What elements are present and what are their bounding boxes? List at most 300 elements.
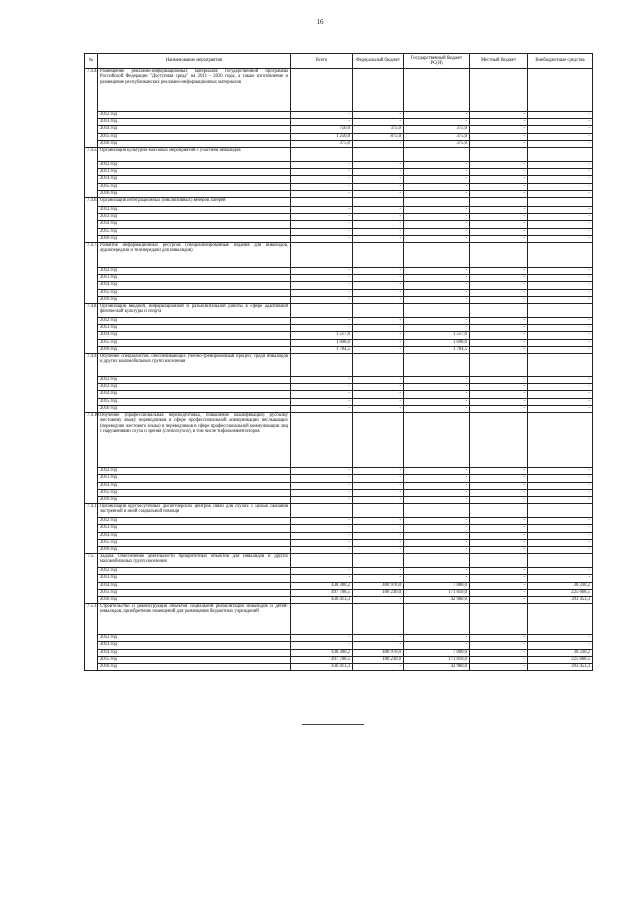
extrabudgetary-cell: -	[528, 539, 593, 546]
local-cell: -	[470, 391, 528, 398]
extrabudgetary-cell: -	[528, 221, 593, 228]
table-row	[85, 207, 593, 214]
federal-cell: -	[353, 169, 404, 176]
state-cell: -	[404, 176, 470, 183]
year-cell: 2014 год	[98, 282, 291, 289]
federal-cell: -	[353, 332, 404, 339]
year-cell: 2014 год	[98, 649, 291, 656]
year-cell: 2012 год	[98, 468, 291, 475]
empty-cell	[470, 413, 528, 468]
total-cell: 497 708,5	[291, 656, 353, 663]
state-cell: -	[404, 377, 470, 384]
empty-cell	[470, 148, 528, 162]
total-cell: -	[291, 642, 353, 649]
footer-separator-line	[302, 724, 364, 725]
local-cell: -	[470, 468, 528, 475]
table-row	[85, 582, 593, 589]
extrabudgetary-cell: -	[528, 377, 593, 384]
extrabudgetary-cell: 30 330,2	[528, 649, 593, 656]
state-cell: -	[404, 318, 470, 325]
extrabudgetary-cell: -	[528, 384, 593, 391]
state-cell: 1 517,0	[404, 332, 470, 339]
federal-cell: 375,0	[353, 126, 404, 133]
total-cell: 436 413,3	[291, 596, 353, 603]
federal-cell: 400 970,0	[353, 582, 404, 589]
local-cell: -	[470, 539, 528, 546]
table-row	[85, 532, 593, 539]
state-cell: 1 698,0	[404, 339, 470, 346]
year-cell: 2016 год	[98, 546, 291, 553]
table-row	[85, 332, 593, 339]
empty-cell	[353, 198, 404, 207]
local-cell: -	[470, 318, 528, 325]
extrabudgetary-cell: 30 330,2	[528, 582, 593, 589]
local-cell: -	[470, 140, 528, 147]
total-cell: -	[291, 546, 353, 553]
empty-cell	[291, 354, 353, 377]
total-cell: -	[291, 183, 353, 190]
local-cell: -	[470, 235, 528, 242]
table-header-row	[85, 54, 593, 69]
state-cell: -	[404, 268, 470, 275]
empty-cell	[291, 304, 353, 318]
state-cell: -	[404, 546, 470, 553]
state-cell: -	[404, 289, 470, 296]
state-cell: -	[404, 296, 470, 303]
total-cell: -	[291, 207, 353, 214]
year-cell: 2013 год	[98, 325, 291, 332]
total-cell: -	[291, 176, 353, 183]
state-cell: -	[404, 405, 470, 412]
header-event-name: Наименование мероприятия	[98, 54, 291, 69]
federal-cell: -	[353, 596, 404, 603]
table-row	[85, 268, 593, 275]
local-cell: -	[470, 525, 528, 532]
federal-cell: -	[353, 228, 404, 235]
year-cell: 2013 год	[98, 275, 291, 282]
state-cell: -	[404, 525, 470, 532]
empty-cell	[528, 148, 593, 162]
year-cell: 2016 год	[98, 496, 291, 503]
federal-cell: -	[353, 405, 404, 412]
federal-cell: -	[353, 112, 404, 119]
state-cell: -	[404, 183, 470, 190]
table-row	[85, 275, 593, 282]
empty-cell	[528, 354, 593, 377]
local-cell: -	[470, 589, 528, 596]
item-number: 7.4.11.	[85, 504, 98, 554]
table-row	[85, 339, 593, 346]
year-cell: 2014 год	[98, 582, 291, 589]
extrabudgetary-cell: -	[528, 642, 593, 649]
extrabudgetary-cell: -	[528, 568, 593, 575]
item-number: 7.4.7.	[85, 243, 98, 304]
total-cell: -	[291, 268, 353, 275]
header-state-budget: Государственный бюджет РС(Я)	[404, 54, 470, 69]
extrabudgetary-cell: -	[528, 489, 593, 496]
state-cell: -	[404, 482, 470, 489]
year-cell: 2014 год	[98, 126, 291, 133]
year-cell: 2013 год	[98, 214, 291, 221]
table-row	[85, 518, 593, 525]
total-cell: -	[291, 221, 353, 228]
extrabudgetary-cell: -	[528, 207, 593, 214]
extrabudgetary-cell: -	[528, 496, 593, 503]
state-cell: -	[404, 221, 470, 228]
federal-cell: -	[353, 268, 404, 275]
total-cell: -	[291, 282, 353, 289]
table-row	[85, 296, 593, 303]
total-cell: -	[291, 318, 353, 325]
extrabudgetary-cell: -	[528, 162, 593, 169]
total-cell: -	[291, 391, 353, 398]
table-row	[85, 391, 593, 398]
year-cell: 2013 год	[98, 525, 291, 532]
extrabudgetary-cell: -	[528, 214, 593, 221]
year-cell: 2014 год	[98, 532, 291, 539]
federal-cell: -	[353, 546, 404, 553]
empty-cell	[470, 69, 528, 112]
table-row	[85, 482, 593, 489]
federal-cell: -	[353, 162, 404, 169]
federal-cell: -	[353, 214, 404, 221]
state-cell: 171 810,0	[404, 656, 470, 663]
local-cell: -	[470, 656, 528, 663]
year-cell: 2015 год	[98, 183, 291, 190]
total-cell: -	[291, 235, 353, 242]
state-cell: -	[404, 235, 470, 242]
local-cell: -	[470, 346, 528, 353]
section-row	[85, 243, 593, 268]
table-row	[85, 183, 593, 190]
extrabudgetary-cell: -	[528, 133, 593, 140]
local-cell: -	[470, 663, 528, 670]
extrabudgetary-cell: -	[528, 325, 593, 332]
local-cell: -	[470, 221, 528, 228]
year-cell: 2012 год	[98, 318, 291, 325]
federal-cell: -	[353, 176, 404, 183]
year-cell: 2013 год	[98, 169, 291, 176]
local-cell: -	[470, 133, 528, 140]
empty-cell	[291, 554, 353, 568]
local-cell: -	[470, 176, 528, 183]
total-cell: -	[291, 325, 353, 332]
federal-cell: -	[353, 642, 404, 649]
year-cell: 2016 год	[98, 405, 291, 412]
local-cell: -	[470, 398, 528, 405]
table-row	[85, 525, 593, 532]
event-description: Обучение (профессиональная переподготовка, повышение квалификации) русскому жестовому языку переводчиков в сфере профессиональной коммуникации неслышащих (переводчик жестового языка) и переводчиков в сфере профессиональной коммуникации лиц с нарушениями слуха и зрения (слепоглухих), в том числе тифлокомментаторов	[98, 413, 291, 468]
extrabudgetary-cell: -	[528, 332, 593, 339]
header-total: Всего	[291, 54, 353, 69]
year-cell: 2016 год	[98, 190, 291, 197]
section-row	[85, 148, 593, 162]
extrabudgetary-cell: -	[528, 405, 593, 412]
state-cell: -	[404, 228, 470, 235]
total-cell: -	[291, 489, 353, 496]
state-cell: -	[404, 384, 470, 391]
empty-cell	[528, 504, 593, 518]
total-cell: -	[291, 482, 353, 489]
item-number: 7.4.5.	[85, 148, 98, 198]
extrabudgetary-cell: -	[528, 525, 593, 532]
state-cell: -	[404, 568, 470, 575]
extrabudgetary-cell: -	[528, 228, 593, 235]
total-cell: -	[291, 496, 353, 503]
event-description: Обучение специалистов, обеспечивающих учебно-тренировочный процесс среди инвалидов и других маломобильных групп населения	[98, 354, 291, 377]
table-row	[85, 221, 593, 228]
table-row	[85, 546, 593, 553]
header-extrabudgetary: Внебюджетные средства	[528, 54, 593, 69]
local-cell: -	[470, 405, 528, 412]
table-row	[85, 539, 593, 546]
empty-cell	[470, 604, 528, 635]
total-cell: -	[291, 289, 353, 296]
extrabudgetary-cell: 225 668,5	[528, 656, 593, 663]
state-cell: -	[404, 518, 470, 525]
extrabudgetary-cell: -	[528, 635, 593, 642]
extrabudgetary-cell: -	[528, 318, 593, 325]
empty-cell	[404, 413, 470, 468]
item-number: 7.4.6.	[85, 198, 98, 243]
empty-cell	[528, 554, 593, 568]
table-row	[85, 214, 593, 221]
state-cell: 7 000,0	[404, 649, 470, 656]
state-cell: -	[404, 532, 470, 539]
empty-cell	[470, 198, 528, 207]
year-cell: 2013 год	[98, 642, 291, 649]
total-cell: -	[291, 575, 353, 582]
total-cell: 1 704,5	[291, 346, 353, 353]
empty-cell	[404, 148, 470, 162]
empty-cell	[470, 304, 528, 318]
extrabudgetary-cell: -	[528, 391, 593, 398]
year-cell: 2012 год	[98, 207, 291, 214]
federal-cell: -	[353, 518, 404, 525]
table-row	[85, 656, 593, 663]
empty-cell	[291, 198, 353, 207]
table-row	[85, 289, 593, 296]
state-cell: 1 704,5	[404, 346, 470, 353]
year-cell: 2016 год	[98, 346, 291, 353]
year-cell: 2016 год	[98, 296, 291, 303]
empty-cell	[353, 604, 404, 635]
event-description: Организация культурно-массовых мероприятий с участием инвалидов	[98, 148, 291, 162]
federal-cell: -	[353, 207, 404, 214]
section-row	[85, 69, 593, 112]
year-cell: 2014 год	[98, 221, 291, 228]
state-cell: -	[404, 275, 470, 282]
extrabudgetary-cell: -	[528, 475, 593, 482]
section-row	[85, 554, 593, 568]
total-cell: 436 413,3	[291, 663, 353, 670]
table-row	[85, 596, 593, 603]
state-cell: -	[404, 489, 470, 496]
extrabudgetary-cell: -	[528, 119, 593, 126]
federal-cell: -	[353, 482, 404, 489]
local-cell: -	[470, 207, 528, 214]
federal-cell: 100 230,0	[353, 656, 404, 663]
local-cell: -	[470, 384, 528, 391]
year-cell: 2013 год	[98, 384, 291, 391]
empty-cell	[404, 304, 470, 318]
empty-cell	[291, 604, 353, 635]
federal-cell: -	[353, 275, 404, 282]
local-cell: -	[470, 596, 528, 603]
federal-cell: -	[353, 190, 404, 197]
table-row	[85, 126, 593, 133]
extrabudgetary-cell: 393 453,3	[528, 596, 593, 603]
empty-cell	[528, 413, 593, 468]
local-cell: -	[470, 482, 528, 489]
extrabudgetary-cell: -	[528, 339, 593, 346]
year-cell: 2015 год	[98, 489, 291, 496]
total-cell: -	[291, 475, 353, 482]
federal-cell: -	[353, 384, 404, 391]
year-cell: 2012 год	[98, 568, 291, 575]
item-number: 7.4.4.	[85, 69, 98, 148]
year-cell: 2015 год	[98, 539, 291, 546]
local-cell: -	[470, 339, 528, 346]
state-cell: -	[404, 325, 470, 332]
local-cell: -	[470, 112, 528, 119]
total-cell: -	[291, 190, 353, 197]
federal-cell: -	[353, 183, 404, 190]
empty-cell	[353, 504, 404, 518]
state-cell: 375,0	[404, 133, 470, 140]
year-cell: 2015 год	[98, 289, 291, 296]
table-row	[85, 405, 593, 412]
table-row	[85, 568, 593, 575]
total-cell: -	[291, 398, 353, 405]
total-cell: 497 708,5	[291, 589, 353, 596]
state-cell: -	[404, 496, 470, 503]
header-federal-budget: Федеральный бюджет	[353, 54, 404, 69]
event-description: Организация круглосуточных диспетчерских центров связи для глухих с целью оказания экстренной и иной социальной помощи	[98, 504, 291, 518]
local-cell: -	[470, 169, 528, 176]
empty-cell	[404, 198, 470, 207]
table-row	[85, 496, 593, 503]
year-cell: 2014 год	[98, 332, 291, 339]
local-cell: -	[470, 518, 528, 525]
empty-cell	[353, 554, 404, 568]
local-cell: -	[470, 289, 528, 296]
section-row	[85, 304, 593, 318]
federal-cell: -	[353, 663, 404, 670]
total-cell: -	[291, 119, 353, 126]
local-cell: -	[470, 582, 528, 589]
state-cell: -	[404, 119, 470, 126]
section-row	[85, 504, 593, 518]
event-description: Размещение рекламно-информационных материалов государственной программы Российской Федерации "Доступная среда" на 2011 - 2020 годы, а также изготовление и размещение республиканских рекламно-информационных материалов	[98, 69, 291, 112]
empty-cell	[404, 554, 470, 568]
empty-cell	[291, 243, 353, 268]
local-cell: -	[470, 568, 528, 575]
state-cell: -	[404, 214, 470, 221]
total-cell: -	[291, 532, 353, 539]
empty-cell	[470, 354, 528, 377]
state-cell: -	[404, 475, 470, 482]
extrabudgetary-cell: -	[528, 140, 593, 147]
total-cell: -	[291, 214, 353, 221]
extrabudgetary-cell: -	[528, 398, 593, 405]
state-cell: -	[404, 539, 470, 546]
total-cell: 375,0	[291, 140, 353, 147]
year-cell: 2015 год	[98, 589, 291, 596]
table-row	[85, 489, 593, 496]
extrabudgetary-cell: -	[528, 575, 593, 582]
section-row	[85, 354, 593, 377]
extrabudgetary-cell: -	[528, 289, 593, 296]
extrabudgetary-cell: -	[528, 176, 593, 183]
total-cell: -	[291, 539, 353, 546]
empty-cell	[291, 413, 353, 468]
local-cell: -	[470, 649, 528, 656]
table-row	[85, 642, 593, 649]
state-cell: -	[404, 282, 470, 289]
extrabudgetary-cell: -	[528, 546, 593, 553]
local-cell: -	[470, 496, 528, 503]
year-cell: 2013 год	[98, 119, 291, 126]
state-cell: 42 960,0	[404, 596, 470, 603]
empty-cell	[470, 554, 528, 568]
local-cell: -	[470, 532, 528, 539]
state-cell: -	[404, 468, 470, 475]
year-cell: 2012 год	[98, 268, 291, 275]
table-row	[85, 346, 593, 353]
extrabudgetary-cell: -	[528, 169, 593, 176]
page-number: 16	[316, 18, 324, 26]
extrabudgetary-cell: -	[528, 518, 593, 525]
local-cell: -	[470, 489, 528, 496]
table-row	[85, 468, 593, 475]
state-cell: 171 810,0	[404, 589, 470, 596]
empty-cell	[353, 243, 404, 268]
total-cell: 438 300,2	[291, 582, 353, 589]
federal-cell: 400 970,0	[353, 649, 404, 656]
state-cell: -	[404, 162, 470, 169]
total-cell: 1 517,0	[291, 332, 353, 339]
local-cell: -	[470, 268, 528, 275]
empty-cell	[470, 243, 528, 268]
item-number: 7.5.1.	[85, 604, 98, 671]
local-cell: -	[470, 183, 528, 190]
year-cell: 2016 год	[98, 140, 291, 147]
federal-cell: 100 230,0	[353, 589, 404, 596]
extrabudgetary-cell: -	[528, 112, 593, 119]
extrabudgetary-cell: -	[528, 296, 593, 303]
table-row	[85, 228, 593, 235]
empty-cell	[404, 504, 470, 518]
empty-cell	[353, 69, 404, 112]
local-cell: -	[470, 575, 528, 582]
table-row	[85, 133, 593, 140]
year-cell: 2015 год	[98, 398, 291, 405]
state-cell: -	[404, 575, 470, 582]
local-cell: -	[470, 642, 528, 649]
year-cell: 2015 год	[98, 133, 291, 140]
local-cell: -	[470, 332, 528, 339]
local-cell: -	[470, 475, 528, 482]
state-cell: -	[404, 169, 470, 176]
total-cell: -	[291, 635, 353, 642]
total-cell: -	[291, 162, 353, 169]
extrabudgetary-cell: -	[528, 235, 593, 242]
year-cell: 2012 год	[98, 162, 291, 169]
local-cell: -	[470, 325, 528, 332]
table-row	[85, 325, 593, 332]
federal-cell: -	[353, 377, 404, 384]
